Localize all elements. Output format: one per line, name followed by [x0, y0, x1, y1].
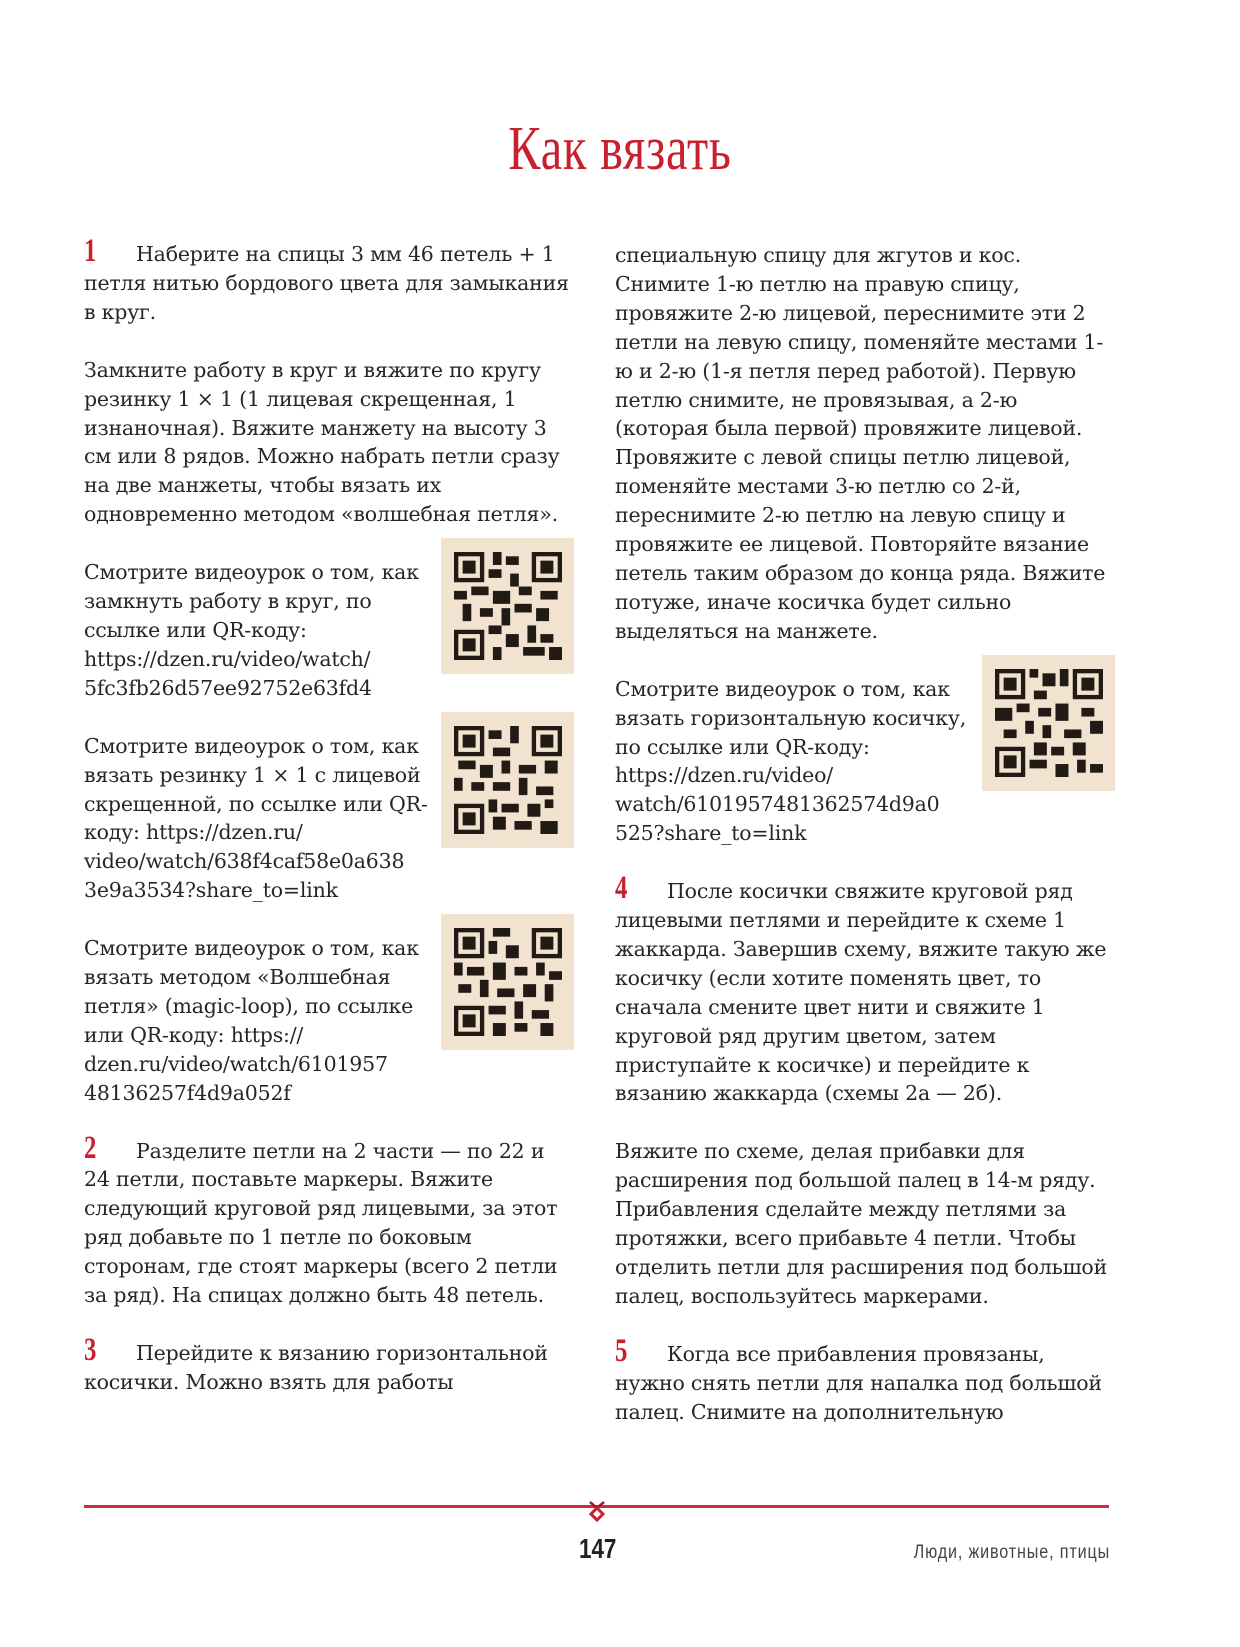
- page-number: 147: [579, 1533, 617, 1564]
- step-number: 1: [84, 233, 97, 269]
- step-number: 2: [84, 1129, 97, 1166]
- qr-code-graphic: [995, 669, 1103, 777]
- video-link-block: [615, 675, 1115, 848]
- step-number: 5: [615, 1332, 628, 1369]
- step-2: [84, 1129, 574, 1310]
- step-3: [84, 1332, 574, 1397]
- step-text: Наберите на спицы 3 мм 46 петель + 1 петля нитью бордового цвета для замыкания в круг.: [84, 242, 569, 324]
- left-column: [84, 233, 574, 1426]
- video-link-text[interactable]: Смотрите видеоурок о том, как замкнуть работу в круг, по ссылке или QR-коду: https://dzen.ru/video/watch/ 5fc3fb26d57ee92752e63fd4: [84, 560, 419, 700]
- qr-code-icon[interactable]: [441, 538, 574, 674]
- step-number: 4: [615, 870, 628, 907]
- paragraph-close-round: Замкните работу в круг и вяжите по кругу резинку 1 × 1 (1 лицевая скрещенная, 1 изнаночная). Вяжите манжету на высоту 3 см или 8 рядов. Можно набрать петли сразу на две манжеты, чтобы вязать их одновременно методом «волшебная петля».: [84, 357, 560, 527]
- page-title: Как вязать: [508, 115, 732, 183]
- video-link-block: [84, 732, 574, 905]
- paragraph-thumb-increase: Вяжите по схеме, делая прибавки для расширения под большой палец в 14-м ряду. Прибавления сделайте между петлями за протяжки, всего прибавьте 4 петли. Чтобы отделить петли для расширения под большой палец, воспользуйтесь маркерами.: [615, 1139, 1108, 1308]
- video-link-block: [84, 934, 574, 1107]
- step-3-continued: специальную спицу для жгутов и кос. Снимите 1-ю петлю на правую спицу, провяжите 2-ю лицевой, переснимите эти 2 петли на левую спицу, поменяйте местами 1-ю и 2-ю (1-я петля перед работой). Первую петлю снимите, не провязывая, а 2-ю (которая была первой) провяжите лицевой. Провяжите с левой спицы петлю лицевой, поменяйте местами 3-ю петлю со 2-й, переснимите 2-ю петлю на левую спицу и провяжите ее лицевой. Повторяйте вязание петель таким образом до конца ряда. Вяжите потуже, иначе косичка будет сильно выделяться на манжете.: [615, 243, 1106, 643]
- video-link-block: [84, 558, 574, 703]
- step-text: Когда все прибавления провязаны, нужно снять петли для напалка под большой палец. Снимите на дополнительную: [615, 1341, 1102, 1424]
- qr-code-icon[interactable]: [441, 712, 574, 848]
- video-link-text[interactable]: Смотрите видеоурок о том, как вязать резинку 1 × 1 с лицевой скрещенной, по ссылке или QR-коду: https://dzen.ru/ video/watch/638f4caf58e0a638 3e9a3534?share_to=link: [84, 733, 428, 903]
- qr-code-graphic: [454, 928, 562, 1036]
- step-text: После косички свяжите круговой ряд лицевыми петлями и перейдите к схеме 1 жаккарда. Завершив схему, вяжите такую же косичку (если хотите поменять цвет, то сначала смените цвет нити и свяжите 1 круговой ряд другим цветом, затем приступайте к косичке) и перейдите к вязанию жаккарда (схемы 2а — 2б).: [615, 879, 1107, 1106]
- qr-code-icon[interactable]: [441, 914, 574, 1050]
- video-link-text[interactable]: Смотрите видеоурок о том, как вязать методом «Волшебная петля» (magic-loop), по ссылке или QR-коду: https:// dzen.ru/video/watch/6101957 48136257f4d9a052f: [84, 936, 419, 1105]
- ornament-knot-icon: [587, 1500, 607, 1524]
- qr-code-graphic: [454, 552, 562, 660]
- step-4: [615, 870, 1115, 1108]
- section-name: Люди, животные, птицы: [913, 1542, 1110, 1563]
- qr-code-graphic: [454, 726, 562, 834]
- step-5: [615, 1332, 1115, 1427]
- video-link-text[interactable]: Смотрите видеоурок о том, как вязать горизонтальную косичку, по ссылке или QR-коду: https://dzen.ru/video/ watch/6101957481362574d9a0 525?share_to=link: [615, 676, 967, 846]
- step-number: 3: [84, 1332, 97, 1368]
- right-column: [615, 241, 1115, 1456]
- step-text: Перейдите к вязанию горизонтальной косички. Можно взять для работы: [84, 1341, 548, 1394]
- step-1: [84, 233, 574, 327]
- qr-code-icon[interactable]: [982, 655, 1115, 791]
- step-text: Разделите петли на 2 части — по 22 и 24 петли, поставьте маркеры. Вяжите следующий круговой ряд лицевыми, за этот ряд добавьте по 1 петле по боковым сторонам, где стоят маркеры (всего 2 петли за ряд). На спицах должно быть 48 петель.: [84, 1138, 558, 1308]
